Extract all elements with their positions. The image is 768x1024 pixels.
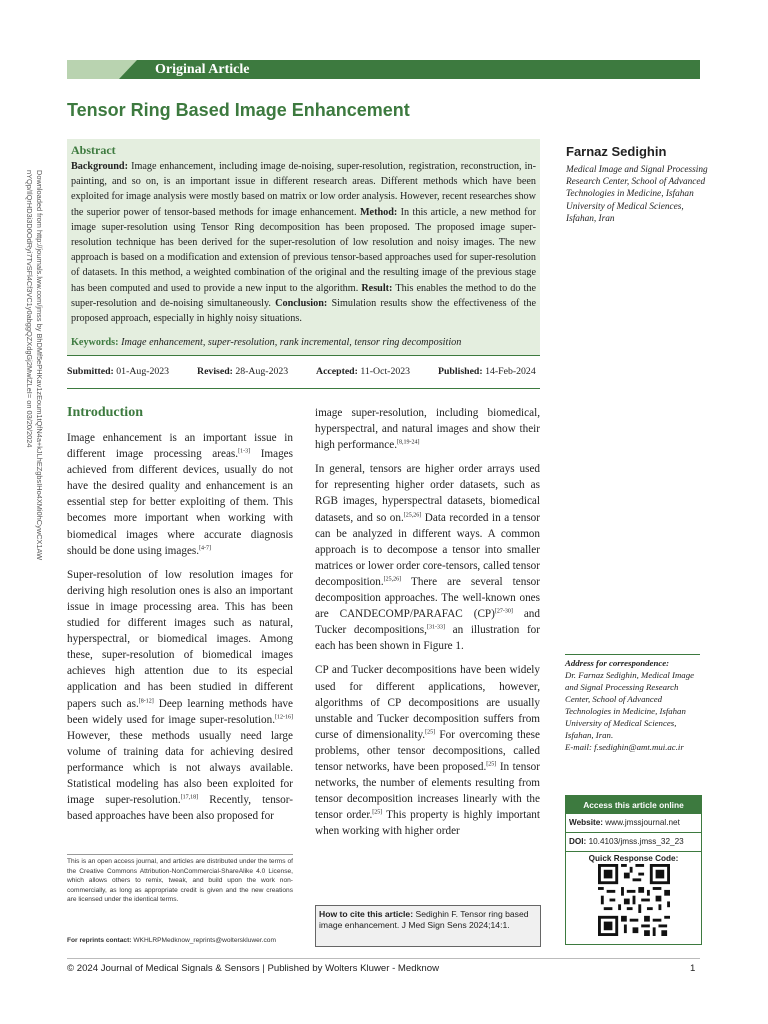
- result-label: Result:: [361, 282, 393, 294]
- doi-label: DOI:: [569, 837, 587, 846]
- download-watermark-text: Downloaded from http://journals.lww.com/jmss by BhDMf5ePHKav1zEoum1tQfN4a+kJLhEZgbsIHo4XMi0hCywCX1AW nYQp/IlQrHD3i3D0OdRyi7TvSFl4Cf3VC1y0abggQZXdgGj2MwlZLeI= on 03/20/2024: [25, 170, 44, 561]
- correspondence-block: [565, 657, 705, 753]
- citation: [25]: [425, 729, 436, 736]
- correspondence-heading: Address for correspondence:: [565, 658, 670, 668]
- citation: [8,19-24]: [397, 439, 420, 446]
- banner-notch: [67, 60, 137, 79]
- submitted-label: Submitted:: [67, 366, 114, 377]
- page-number: 1: [690, 963, 696, 974]
- accepted-label: Accepted:: [316, 366, 358, 377]
- keywords-line: [71, 337, 461, 348]
- qr-heading: Quick Response Code:: [588, 854, 679, 863]
- paragraph-text: Image enhancement is an important issue in different image processing areas.: [67, 432, 293, 461]
- paragraph: [67, 430, 293, 559]
- background-label: Background:: [71, 161, 128, 172]
- reprints-email: WKHLRPMedknow_reprints@wolterskluwer.com: [131, 937, 276, 944]
- paragraph: [315, 461, 540, 654]
- cite-text: Sedighin F. Tensor ring based image enhancement. J Med Sign Sens 2024;14:1.: [319, 909, 529, 931]
- body-column-right: [315, 405, 540, 847]
- citation: [1-3]: [238, 448, 251, 455]
- paragraph-text: In general, tensors are higher order arrays used for representing higher order datasets, such as RGB images, hyperspectral datasets, biomedical datasets, and so on.: [315, 463, 540, 524]
- access-heading: Access this article online: [566, 796, 701, 814]
- download-watermark: [14, 170, 54, 590]
- revised-label: Revised:: [197, 366, 233, 377]
- published-date: [438, 366, 536, 377]
- method-text: In this article, a new method for image super-resolution using Tensor Ring decomposition has been proposed. The proposed image super-resolution technique has been derived for the super-resolution of low resolution and noisy images. The new approach is based on a modification and extension of previous tensor-based approaches used for super-resolution of datasets. In this method, a weighted combination of the original and the resulting image of the previous stage has been computed and used to provide a new input to the algorithm.: [71, 206, 536, 294]
- method-label: Method:: [359, 206, 398, 218]
- background-text: Image enhancement, including image de-noising, super-resolution, registration, reconstruction, in-painting, and so on, is an important issue in different research areas. Different methods which have been exploited for image analysis were mostly based on matrix or low order analysis. However, recent researches show the superior power of tensor-based methods for image enhancement.: [71, 161, 536, 218]
- citation: [25,26]: [403, 511, 422, 518]
- dates-divider: [67, 388, 540, 389]
- license-text: This is an open access journal, and articles are distributed under the terms of the Creative Commons Attribution-NonCommercial-ShareAlike 4.0 License, which allows others to remix, tweak, and build upon the work non-commercially, as long as appropriate credit is given and the new creations are licensed under the identical terms.: [67, 858, 293, 904]
- author-block: [566, 144, 716, 225]
- footer-divider: [67, 958, 700, 959]
- paragraph-text: There are several tensor decomposition approaches. The well-known ones are CANDECOMP/PARAFAC (CP): [315, 575, 540, 621]
- introduction-heading: Introduction: [67, 405, 143, 420]
- reprints-label: For reprints contact:: [67, 937, 132, 944]
- citation: [27-30]: [494, 608, 513, 615]
- result-text: This enables the method to do the super-resolution and de-noising simultaneously.: [71, 282, 536, 309]
- paragraph-text: For overcoming these problems, other tensor decompositions, called tensor networks, have been proposed.: [315, 728, 540, 773]
- revised-date: [197, 366, 288, 377]
- paragraph: [67, 567, 293, 825]
- revised-value: 28-Aug-2023: [235, 366, 289, 377]
- paragraph-text: In tensor networks, the number of elements resulting from tensor decomposition increases linearly with the tensor order.: [315, 760, 540, 822]
- qr-code-icon[interactable]: [598, 864, 670, 936]
- article-title: Tensor Ring Based Image Enhancement: [67, 100, 410, 120]
- reprints-line: [67, 937, 297, 944]
- paragraph-text: Super-resolution of low resolution images for deriving high resolution ones is also an important issue in image processing area. This has been studied for different images such as natural, hyperspectral, or biomedical images. Among these, super-resolution of biomedical images achieves high attention due to its especial application and has been studied in different papers such as.: [67, 568, 293, 710]
- section-label: Original Article: [155, 62, 250, 77]
- citation-box: [315, 905, 541, 947]
- citation: [12-16]: [275, 713, 293, 720]
- conclusion-text: Simulation results show the effectiveness of the proposed approach, especially in highly noisy situations.: [71, 297, 536, 325]
- citation: [4-7]: [199, 544, 212, 551]
- accepted-date: [316, 366, 410, 377]
- citation: [17,18]: [180, 794, 199, 801]
- correspondence-email[interactable]: E-mail: f.sedighin@amt.mui.ac.ir: [565, 742, 684, 752]
- published-value: 14-Feb-2024: [485, 366, 536, 377]
- citation: [25,26]: [383, 576, 402, 583]
- website-row[interactable]: [566, 814, 701, 833]
- keywords-text: Image enhancement, super-resolution, rank incremental, tensor ring decomposition: [121, 337, 462, 348]
- conclusion-label: Conclusion:: [275, 297, 328, 309]
- website-label: Website:: [569, 818, 603, 827]
- paragraph-text: Deep learning methods have been widely used for image super-resolution.: [67, 697, 293, 726]
- correspondence-address: Dr. Farnaz Sedighin, Medical Image and Signal Processing Research Center, School of Advanced Technologies in Medicine, Isfahan University of Medical Sciences, Isfahan, Iran.: [565, 670, 695, 740]
- author-name: Farnaz Sedighin: [566, 144, 667, 159]
- submitted-value: 01-Aug-2023: [116, 366, 170, 377]
- access-online-box: [565, 795, 702, 945]
- paragraph-text: an illustration for each has been shown in Figure 1.: [315, 624, 540, 653]
- license-divider: [67, 854, 293, 855]
- paragraph-text: This property is highly important when working with higher order: [315, 809, 541, 838]
- website-link[interactable]: www.jmssjournal.net: [602, 818, 680, 827]
- accepted-value: 11-Oct-2023: [360, 366, 411, 377]
- citation: [25]: [486, 761, 497, 768]
- paragraph: [315, 405, 540, 453]
- paragraph-text: Images achieved from different devices, usually do not have the desired quality and enhancement is an essential step for better exploiting of them. This becomes more important when working with biomedical images where accurate diagnosis should be done using images.: [67, 448, 294, 557]
- submitted-date: [67, 366, 169, 377]
- correspondence-divider: [565, 654, 700, 655]
- paragraph-text: and Tucker decompositions,: [315, 608, 540, 637]
- section-banner: [67, 60, 700, 79]
- abstract-heading: Abstract: [71, 143, 116, 157]
- paragraph-text: CP and Tucker decompositions have been widely used for different applications, however, algorithms of CP decompositions are usually unstable and Tucker decomposition suffers from curse of dimensionality.: [315, 664, 540, 741]
- citation: [8-12]: [138, 697, 154, 704]
- citation: [25]: [372, 809, 383, 816]
- published-label: Published:: [438, 366, 483, 377]
- paragraph-text: image super-resolution, including biomedical, hyperspectral, and natural images and show their high performance.: [315, 407, 540, 452]
- paragraph: [315, 662, 540, 839]
- abstract-body: [71, 159, 536, 326]
- doi-row[interactable]: [566, 833, 701, 852]
- paragraph-text: Data recorded in a tensor can be analyzed in different ways. A common approach is to decompose a tensor into smaller matrices or lower order core-tensors, called tensor decomposition.: [315, 511, 540, 588]
- footer-text: © 2024 Journal of Medical Signals & Sensors | Published by Wolters Kluwer - Medknow: [67, 963, 439, 974]
- doi-link[interactable]: 10.4103/jmss.jmss_32_23: [586, 837, 684, 846]
- abstract-box: [67, 139, 540, 356]
- citation: [31-33]: [426, 624, 445, 631]
- cite-label: How to cite this article:: [319, 909, 414, 919]
- keywords-label: Keywords:: [71, 337, 119, 348]
- paragraph-text: Recently, tensor-based approaches have been also proposed for: [67, 794, 293, 823]
- body-column-left: [67, 430, 293, 832]
- paragraph-text: However, these methods usually need large volume of training data for achieving desired performance which is not always available. Statistical modeling has also been exploited for image super-resolution.: [67, 729, 293, 807]
- author-affiliation: Medical Image and Signal Processing Research Center, School of Advanced Technologies in Medicine, Isfahan University of Medical Sciences, Isfahan, Iran: [566, 165, 708, 224]
